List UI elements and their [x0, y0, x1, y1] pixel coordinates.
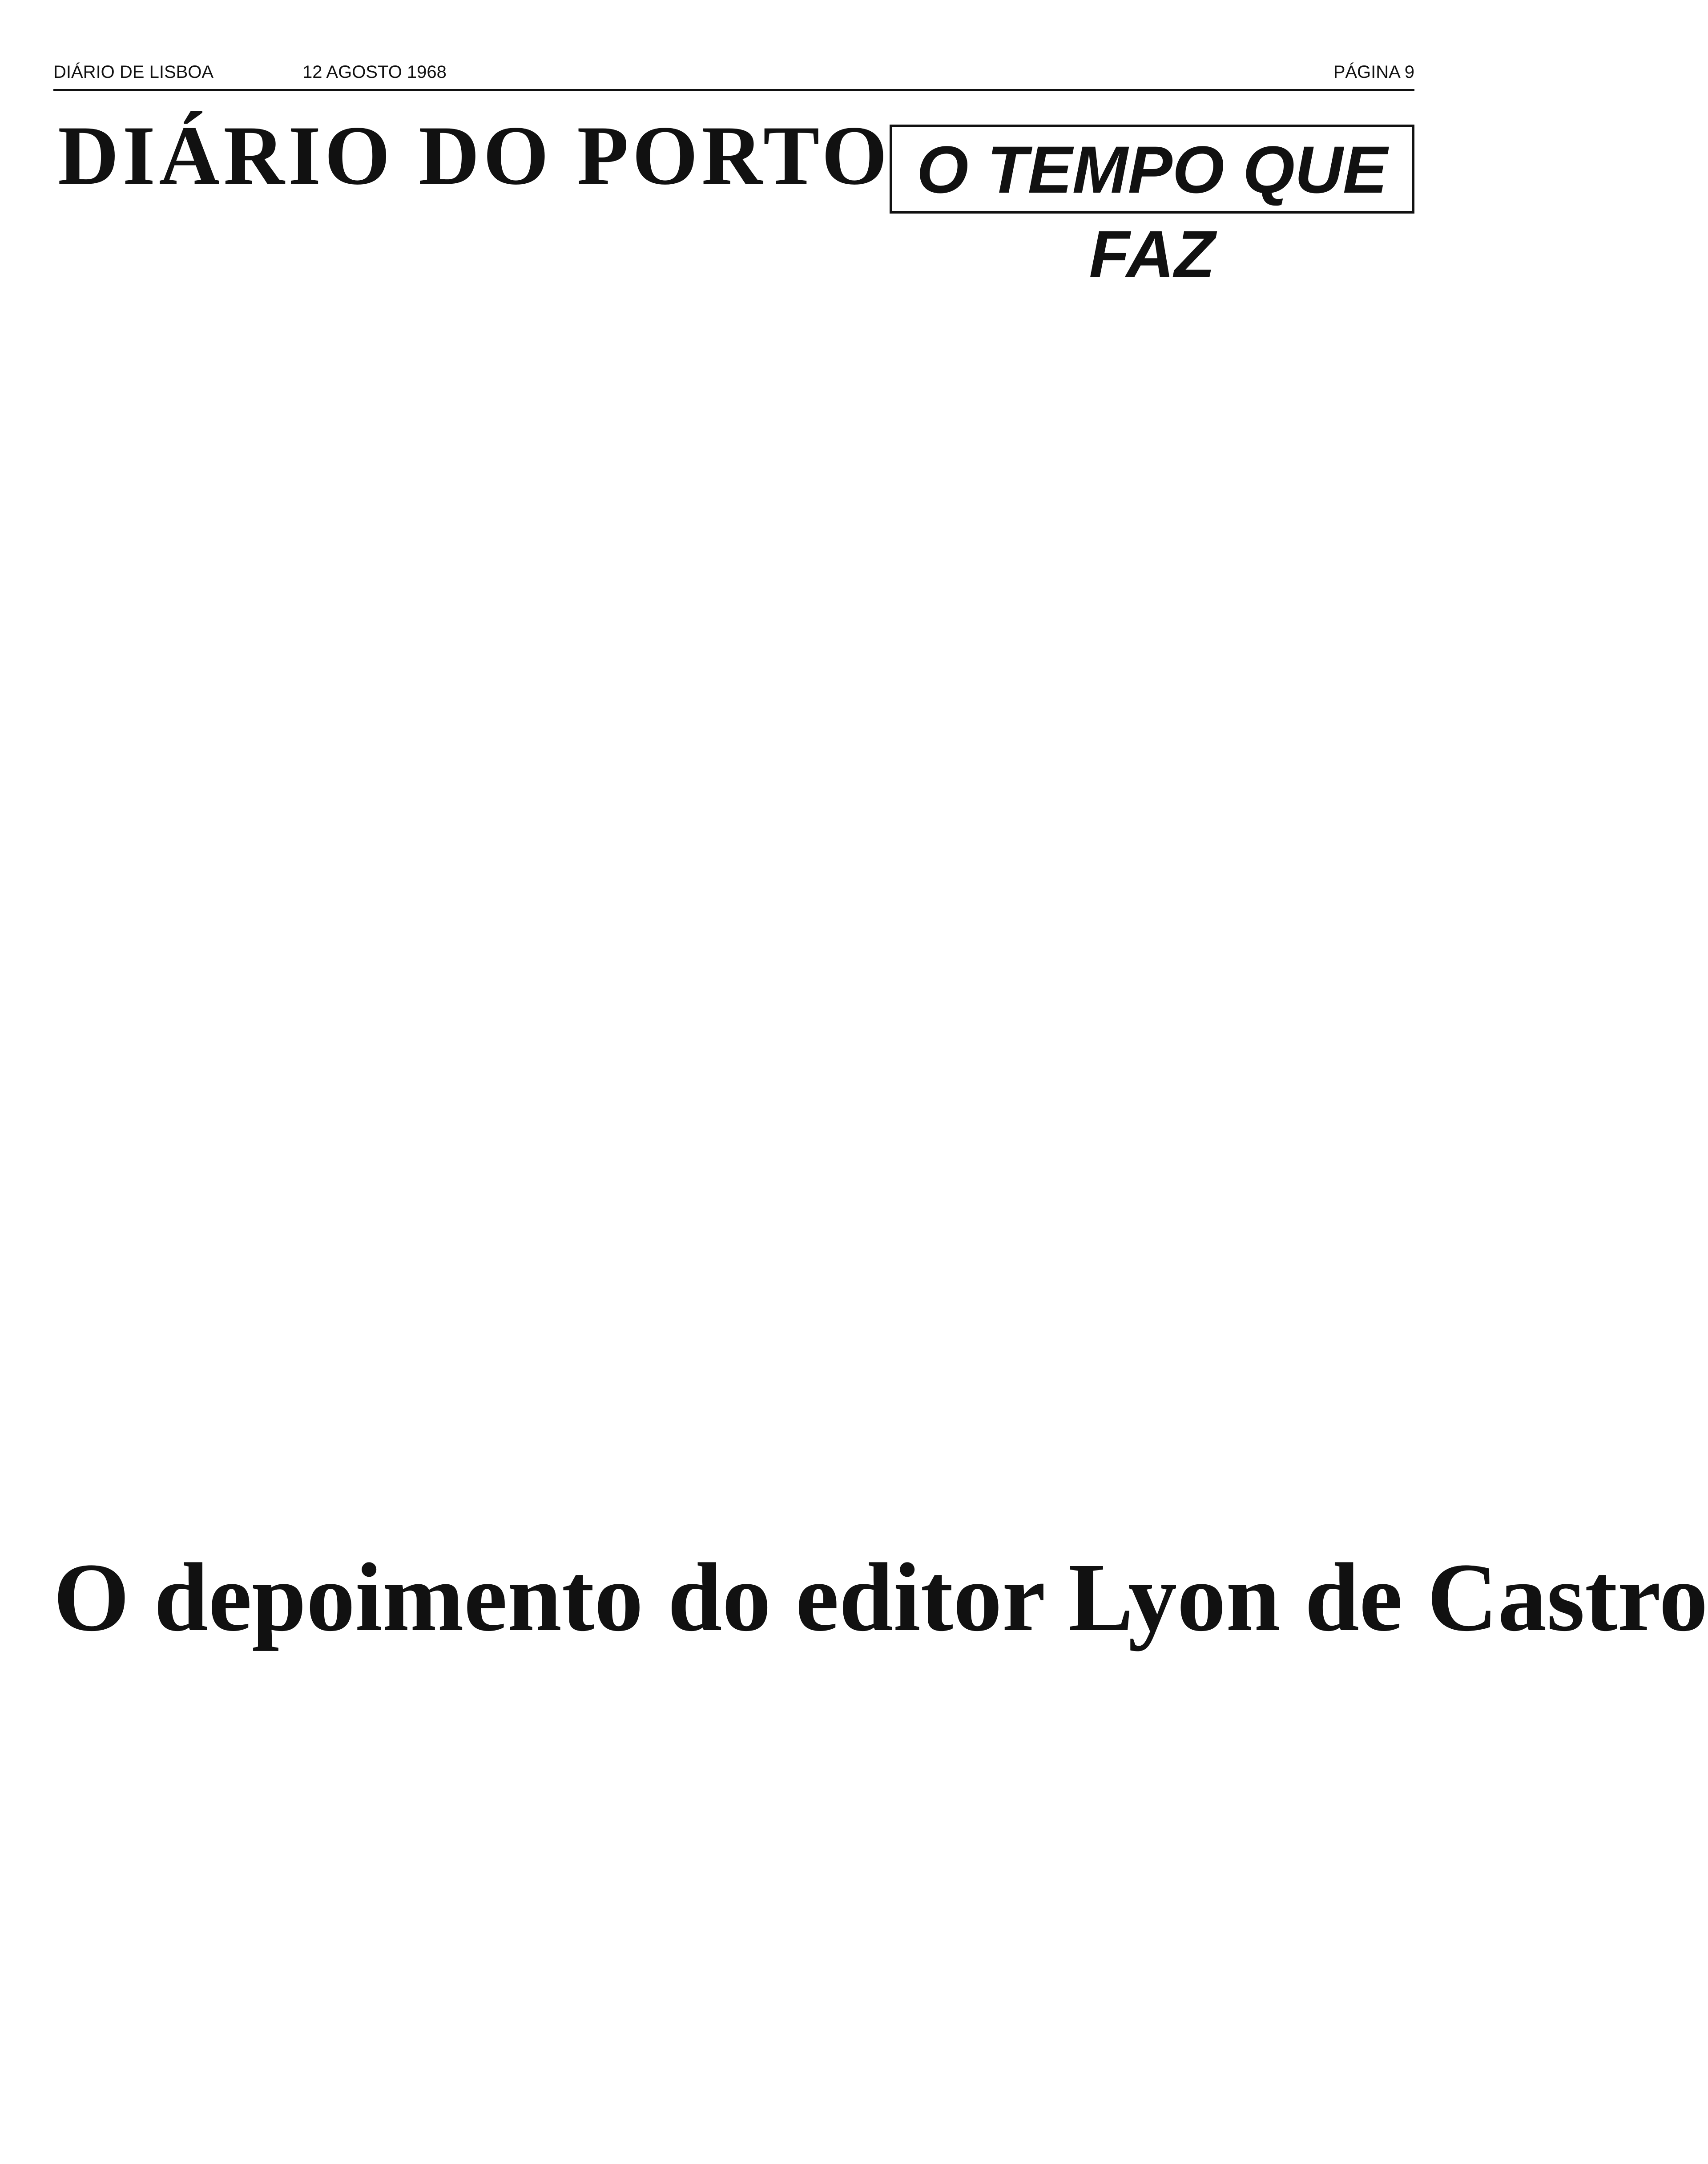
header-date: 12 AGOSTO 1968 [302, 62, 447, 82]
header-rule [53, 89, 1414, 91]
header-paper: DIÁRIO DE LISBOA [53, 62, 214, 82]
main-headline: O depoimento do editor Lyon de Castro [53, 1543, 1708, 1651]
header-page: PÁGINA 9 [1333, 62, 1414, 82]
weather-title: O TEMPO QUE FAZ [890, 125, 1414, 214]
masthead: DIÁRIO DO PORTO [58, 109, 891, 202]
